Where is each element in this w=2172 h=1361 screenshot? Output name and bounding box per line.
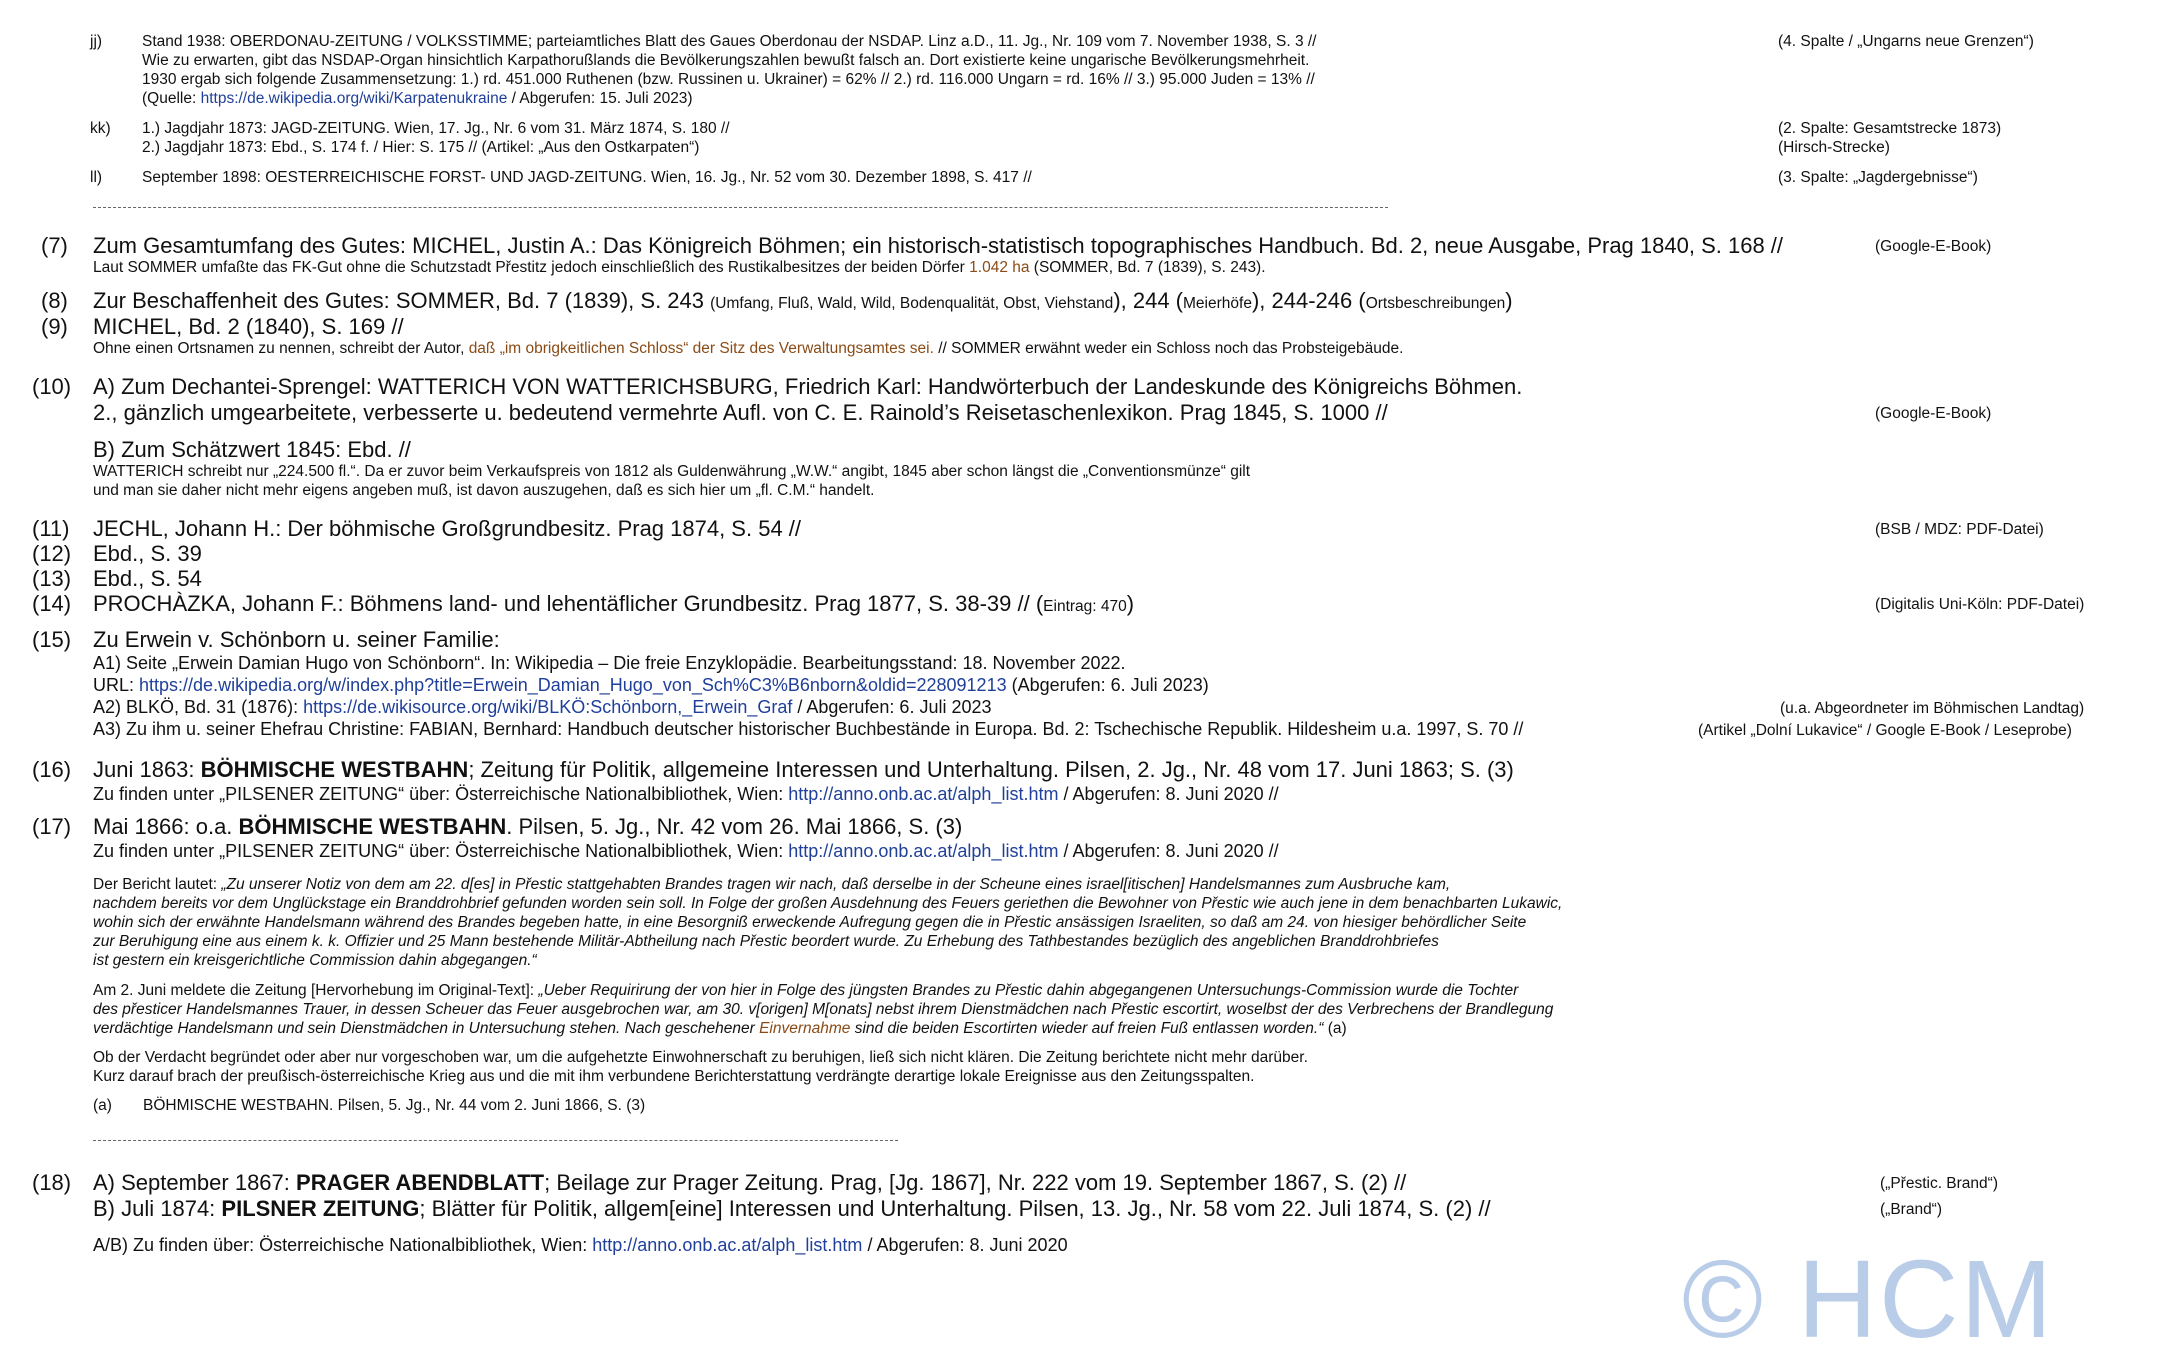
comment-line: Ob der Verdacht begründet oder aber nur vorgeschoben war, um die aufgehetzte Einwohnerschaft zu beruhigen, ließ sich nicht klären. Die Zeitung berichtete nicht mehr darüber. xyxy=(93,1049,1308,1066)
footnote-15-text: Zu Erwein v. Schönborn u. seiner Familie: xyxy=(93,627,500,652)
quote-line: Am 2. Juni meldete die Zeitung [Hervorhebung im Original-Text]: „Ueber Requirirung der von hier in Folge des jüngsten Brandes zu Přestic dahin abgegangenen Untersuchungs-Commission wurde die Tochter xyxy=(93,982,1519,999)
footnote-18-b: B) Juli 1874: PILSNER ZEITUNG; Blätter für Politik, allgem[eine] Interessen und Unterhaltung. Pilsen, 13. Jg., Nr. 58 vom 22. Juli 1874, S. (2) // xyxy=(93,1196,1491,1221)
footnote-number: (14) xyxy=(32,591,72,616)
wikipedia-link[interactable]: https://de.wikipedia.org/wiki/Karpatenukraine xyxy=(200,90,508,107)
footnote-18-right: („Přestic. Brand“) xyxy=(1880,1175,1998,1192)
footnote-number: (11) xyxy=(32,516,70,541)
quote-line: verdächtige Handelsmann und sein Dienstmädchen in Untersuchung stehen. Nach geschehener Einvernahme sind die beiden Escortirten wieder auf freien Fuß entlassen worden.“ (a) xyxy=(93,1020,1347,1037)
wikisource-link[interactable]: https://de.wikisource.org/wiki/BLKÖ:Schönborn,_Erwein_Graf xyxy=(303,697,793,717)
footnote-15-a2: A2) BLKÖ, Bd. 31 (1876): https://de.wikisource.org/wiki/BLKÖ:Schönborn,_Erwein_Graf / Abgerufen: 6. Juli 2023 xyxy=(93,697,992,717)
footnote-15-a3: A3) Zu ihm u. seiner Ehefrau Christine: FABIAN, Bernhard: Handbuch deutscher historischer Buchbestände in Europa. Bd. 2: Tschechische Republik. Hildesheim u.a. 1997, S. 70 // xyxy=(93,719,1524,739)
footnote-11-right: (BSB / MDZ: PDF-Datei) xyxy=(1875,521,2044,538)
footnote-16-text: Juni 1863: BÖHMISCHE WESTBAHN; Zeitung für Politik, allgemeine Interessen und Unterhaltung. Pilsen, 2. Jg., Nr. 48 vom 17. Juni 1863; S. (3) xyxy=(93,757,1514,782)
note-kk-right: (2. Spalte: Gesamtstrecke 1873) xyxy=(1778,120,2002,137)
quote-line: ist gestern ein kreisgerichtliche Commission dahin abgegangen.“ xyxy=(93,952,537,969)
footnote-15-url: URL: https://de.wikipedia.org/w/index.php?title=Erwein_Damian_Hugo_von_Sch%C3%B6nborn&oldid=228091213 (Abgerufen: 6. Juli 2023) xyxy=(93,675,1209,695)
note-jj-source: (Quelle: https://de.wikipedia.org/wiki/Karpatenukraine / Abgerufen: 15. Juli 2023) xyxy=(142,90,693,107)
note-jj-line: Wie zu erwarten, gibt das NSDAP-Organ hinsichtlich Karpathorußlands die Bevölkerungszahlen bewußt falsch an. Dort existierte keine ungarische Bevölkerungsmehrheit. xyxy=(142,52,1310,69)
footnote-number: (17) xyxy=(32,814,72,839)
footnote-16-sub: Zu finden unter „PILSENER ZEITUNG“ über: Österreichische Nationalbibliothek, Wien: http://anno.onb.ac.at/alph_list.htm / Abgerufen: 8. Juni 2020 // xyxy=(93,784,1279,804)
footnote-10-b: B) Zum Schätzwert 1845: Ebd. // xyxy=(93,437,411,462)
footnote-8-text: Zur Beschaffenheit des Gutes: SOMMER, Bd. 7 (1839), S. 243 (Umfang, Fluß, Wald, Wild, Bodenqualität, Obst, Viehstand), 244 (Meierhöfe), 244-246 (Ortsbeschreibungen) xyxy=(93,288,1513,313)
comment-line: Kurz darauf brach der preußisch-österreichische Krieg aus und die mit ihm verbundene Berichterstattung verdrängte derartige lokale Ereignisse aus den Zeitungsspalten. xyxy=(93,1068,1255,1085)
footnote-number: (16) xyxy=(32,757,72,782)
footnote-7-sub: Laut SOMMER umfaßte das FK-Gut ohne die Schutzstadt Přestitz jedoch einschließlich des Rustikalbesitzes der beiden Dörfer 1.042 ha (SOMMER, Bd. 7 (1839), S. 243). xyxy=(93,259,1266,276)
footnote-17-text: Mai 1866: o.a. BÖHMISCHE WESTBAHN. Pilsen, 5. Jg., Nr. 42 vom 26. Mai 1866, S. (3) xyxy=(93,814,963,839)
subnote-text: BÖHMISCHE WESTBAHN. Pilsen, 5. Jg., Nr. 44 vom 2. Juni 1866, S. (3) xyxy=(143,1097,646,1114)
quote-line: wohin sich der erwähnte Handelsmann während des Brandes begeben hatte, in eine Besorgniß erweckende Aufregung gegen die in Přestic ansässigen Israeliten, so daß am 24. von hiesiger behördlicher Seite xyxy=(93,914,1527,931)
footnote-10-text: A) Zum Dechantei-Sprengel: WATTERICH VON WATTERICHSBURG, Friedrich Karl: Handwörterbuch der Landeskunde des Königreichs Böhmen. xyxy=(93,374,1523,399)
note-label-kk: kk) xyxy=(90,120,111,137)
footnote-7-text: Zum Gesamtumfang des Gutes: MICHEL, Justin A.: Das Königreich Böhmen; ein historisch-statistisch topographisches Handbuch. Bd. 2, neue Ausgabe, Prag 1840, S. 168 // xyxy=(93,233,1784,258)
divider xyxy=(93,207,1388,208)
note-ll-line: September 1898: OESTERREICHISCHE FORST- UND JAGD-ZEITUNG. Wien, 16. Jg., Nr. 52 vom 30. Dezember 1898, S. 417 // xyxy=(142,169,1032,186)
footnote-15-right: (u.a. Abgeordneter im Böhmischen Landtag) xyxy=(1780,700,2085,717)
footnote-13-text: Ebd., S. 54 xyxy=(93,566,202,591)
footnote-10-right: (Google-E-Book) xyxy=(1875,405,1992,422)
footnote-15-right: (Artikel „Dolní Lukavice“ / Google E-Book / Leseprobe) xyxy=(1698,722,2072,739)
footnote-15-a1: A1) Seite „Erwein Damian Hugo von Schönborn“. In: Wikipedia – Die freie Enzyklopädie. Bearbeitungsstand: 18. November 2022. xyxy=(93,653,1126,673)
note-jj-right: (4. Spalte / „Ungarns neue Grenzen“) xyxy=(1778,33,2034,50)
footnote-7-right: (Google-E-Book) xyxy=(1875,238,1992,255)
note-label-jj: jj) xyxy=(90,33,103,50)
footnote-number: (7) xyxy=(41,233,68,258)
note-kk-line: 1.) Jagdjahr 1873: JAGD-ZEITUNG. Wien, 17. Jg., Nr. 6 vom 31. März 1874, S. 180 // xyxy=(142,120,730,137)
note-kk-right: (Hirsch-Strecke) xyxy=(1778,139,1890,156)
subnote-label: (a) xyxy=(93,1097,112,1114)
footnote-9-text: MICHEL, Bd. 2 (1840), S. 169 // xyxy=(93,314,404,339)
note-jj-line: Stand 1938: OBERDONAU-ZEITUNG / VOLKSSTIMME; parteiamtliches Blatt des Gaues Oberdonau der NSDAP. Linz a.D., 11. Jg., Nr. 109 vom 7. November 1938, S. 3 // xyxy=(142,33,1317,50)
footnote-number: (12) xyxy=(32,541,72,566)
footnote-number: (15) xyxy=(32,627,72,652)
divider xyxy=(93,1140,898,1141)
footnote-number: (10) xyxy=(32,374,72,399)
quote-line: nachdem bereits vor dem Unglückstage ein Branddrohbrief gefunden worden sein soll. In Folge der großen Ausdehnung des Feuers geriethen die Bewohner von Přestic wie auch jene in dem benachbarten Lukawic, xyxy=(93,895,1563,912)
footnote-11-text: JECHL, Johann H.: Der böhmische Großgrundbesitz. Prag 1874, S. 54 // xyxy=(93,516,802,541)
anno-link[interactable]: http://anno.onb.ac.at/alph_list.htm xyxy=(592,1235,863,1255)
quote-line: des přesticer Handelsmannes Trauer, in dessen Scheuer das Feuer ausgebrochen war, am 30. v[origen] M[onats] nebst ihrem Dienstmädchen nach Přestic escortirt, woselbst der des Verbrechens der Brandlegung xyxy=(93,1001,1554,1018)
note-kk-line: 2.) Jagdjahr 1873: Ebd., S. 174 f. / Hier: S. 175 // (Artikel: „Aus den Ostkarpaten“) xyxy=(142,139,700,156)
copyright-watermark: © HCM xyxy=(1682,1238,2055,1361)
footnote-17-sub: Zu finden unter „PILSENER ZEITUNG“ über: Österreichische Nationalbibliothek, Wien: http://anno.onb.ac.at/alph_list.htm / Abgerufen: 8. Juni 2020 // xyxy=(93,841,1279,861)
note-ll-right: (3. Spalte: „Jagdergebnisse“) xyxy=(1778,169,1978,186)
footnote-number: (18) xyxy=(32,1170,72,1195)
note-label-ll: ll) xyxy=(90,169,103,186)
footnote-number: (13) xyxy=(32,566,72,591)
footnote-18-sub: A/B) Zu finden über: Österreichische Nationalbibliothek, Wien: http://anno.onb.ac.at/alph_list.htm / Abgerufen: 8. Juni 2020 xyxy=(93,1235,1068,1255)
footnote-18-right: („Brand“) xyxy=(1880,1201,1943,1218)
footnote-18-a: A) September 1867: PRAGER ABENDBLATT; Beilage zur Prager Zeitung. Prag, [Jg. 1867], Nr. 222 vom 19. September 1867, S. (2) // xyxy=(93,1170,1407,1195)
wikipedia-link[interactable]: https://de.wikipedia.org/w/index.php?title=Erwein_Damian_Hugo_von_Sch%C3%B6nborn&oldid=228091213 xyxy=(139,675,1007,695)
note-jj-line: 1930 ergab sich folgende Zusammensetzung: 1.) rd. 451.000 Ruthenen (bzw. Russinen u. Ukrainer) = 62% // 2.) rd. 116.000 Ungarn = rd. 16% // 3.) 95.000 Juden = 13% // xyxy=(142,71,1315,88)
anno-link[interactable]: http://anno.onb.ac.at/alph_list.htm xyxy=(788,841,1059,861)
footnote-12-text: Ebd., S. 39 xyxy=(93,541,202,566)
footnote-10-b-sub: und man sie daher nicht mehr eigens angeben muß, ist davon auszugehen, daß es sich hier um „fl. C.M.“ handelt. xyxy=(93,482,875,499)
footnote-9-sub: Ohne einen Ortsnamen zu nennen, schreibt der Autor, daß „im obrigkeitlichen Schloss“ der Sitz des Verwaltungsamtes sei. // SOMMER erwähnt weder ein Schloss noch das Probsteigebäude. xyxy=(93,340,1404,357)
footnote-number: (8) xyxy=(41,288,68,313)
anno-link[interactable]: http://anno.onb.ac.at/alph_list.htm xyxy=(788,784,1059,804)
quote-line: zur Beruhigung eine aus einem k. k. Offizier und 25 Mann bestehende Militär-Abtheilung nach Přestic beordert wurde. Zu Erhebung des Tathbestandes bezüglich des angeblichen Branddrohbriefes xyxy=(93,933,1439,950)
footnote-14-right: (Digitalis Uni-Köln: PDF-Datei) xyxy=(1875,596,2085,613)
quote-line: Der Bericht lautet: „Zu unserer Notiz von dem am 22. d[es] in Přestic stattgehabten Brandes tragen wir nach, daß derselbe in der Scheune eines israel[itischen] Handelsmannes zum Ausbruche kam, xyxy=(93,876,1451,893)
footnote-10-b-sub: WATTERICH schreibt nur „224.500 fl.“. Da er zuvor beim Verkaufspreis von 1812 als Guldenwährung „W.W.“ angibt, 1845 aber schon längst die „Conventionsmünze“ gilt xyxy=(93,463,1251,480)
footnote-10-text: 2., gänzlich umgearbeitete, verbesserte u. bedeutend vermehrte Aufl. von C. E. Rainold’s Reisetaschenlexikon. Prag 1845, S. 1000 // xyxy=(93,400,1388,425)
footnote-number: (9) xyxy=(41,314,68,339)
footnote-14-text: PROCHÀZKA, Johann F.: Böhmens land- und lehentäflicher Grundbesitz. Prag 1877, S. 38-39 // (Eintrag: 470) xyxy=(93,591,1135,616)
